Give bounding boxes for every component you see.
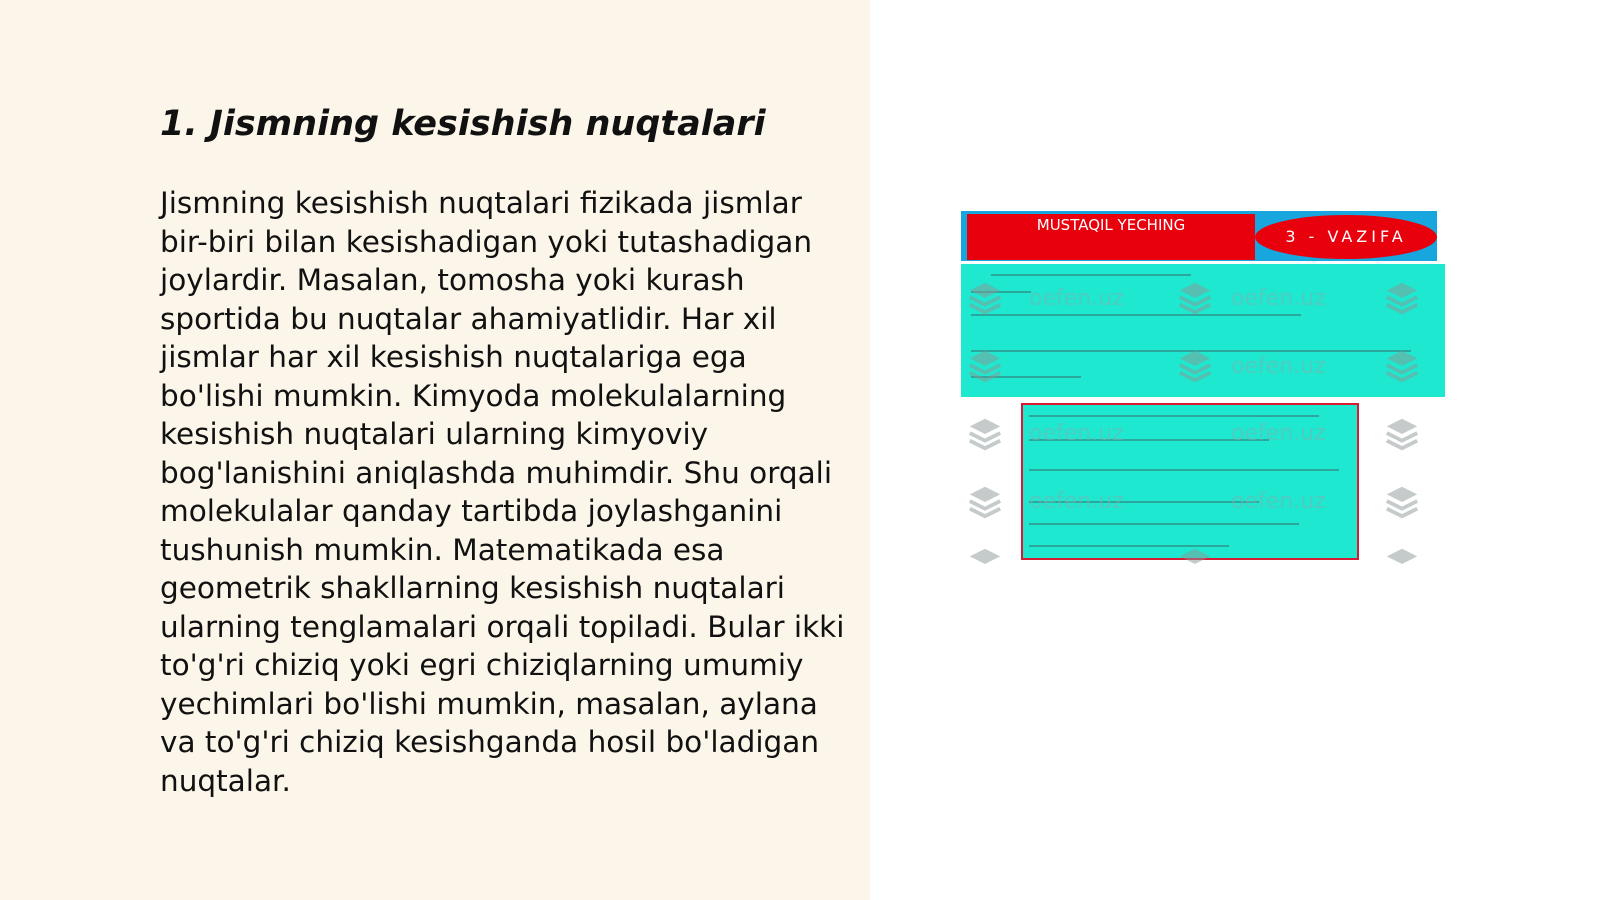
formula-line — [1029, 415, 1319, 417]
watermark-text: oefen.uz — [1029, 421, 1124, 446]
watermark-text: oefen.uz — [1231, 286, 1326, 311]
watermark-text: oefen.uz — [1231, 421, 1326, 446]
formula-line — [991, 274, 1191, 276]
worksheet-image — [961, 211, 1451, 581]
layers-icon — [1383, 415, 1421, 453]
layers-icon — [1383, 483, 1421, 521]
layers-icon — [1383, 347, 1421, 385]
layers-icon — [966, 347, 1004, 385]
watermark-text: oefen.uz — [1231, 489, 1326, 514]
layers-icon — [966, 279, 1004, 317]
banner-left-label: MUSTAQIL YECHING — [1036, 216, 1186, 234]
watermark-text: oefen.uz — [1029, 286, 1124, 311]
layers-icon — [966, 545, 1004, 583]
slide-title: 1. Jismning kesishish nuqtalari — [160, 104, 766, 144]
formula-line — [1029, 523, 1299, 525]
slide-body-text: Jismning kesishish nuqtalari fizikada jismlar bir-biri bilan kesishadigan yoki tutashadigan joylardir. Masalan, tomosha yoki kurash sportida bu nuqtalar ahamiyatlidir. Har xil jismlar har xil kesishish nuqtalariga ega bo'lishi mumkin. Kimyoda molekulalarning kesishish nuqtalari ularning kimyoviy bog'lanishini aniqlashda muhimdir. Shu orqali molekulalar qanday tartibda joylashganini tushunish mumkin. Matematikada esa geometrik shakllarning kesishish nuqtalari ularning tenglamalari orqali topiladi. Bular ikki to'g'ri chiziq yoki egri chiziqlarning umumiy yechimlari bo'lishi mumkin, masalan, aylana va to'g'ri chiziq kesishganda hosil bo'ladigan nuqtalar. — [160, 186, 845, 798]
layers-icon — [1383, 545, 1421, 583]
watermark-text: oefen.uz — [1231, 354, 1326, 379]
layers-icon — [1176, 279, 1214, 317]
formula-line — [971, 314, 1301, 316]
layers-icon — [966, 483, 1004, 521]
layers-icon — [966, 415, 1004, 453]
layers-icon — [1176, 545, 1214, 583]
task-label: 3 - VAZIFA — [1255, 215, 1437, 259]
watermark-text: oefen.uz — [1029, 489, 1124, 514]
layers-icon — [1383, 279, 1421, 317]
layers-icon — [1176, 347, 1214, 385]
formula-line — [1029, 469, 1339, 471]
